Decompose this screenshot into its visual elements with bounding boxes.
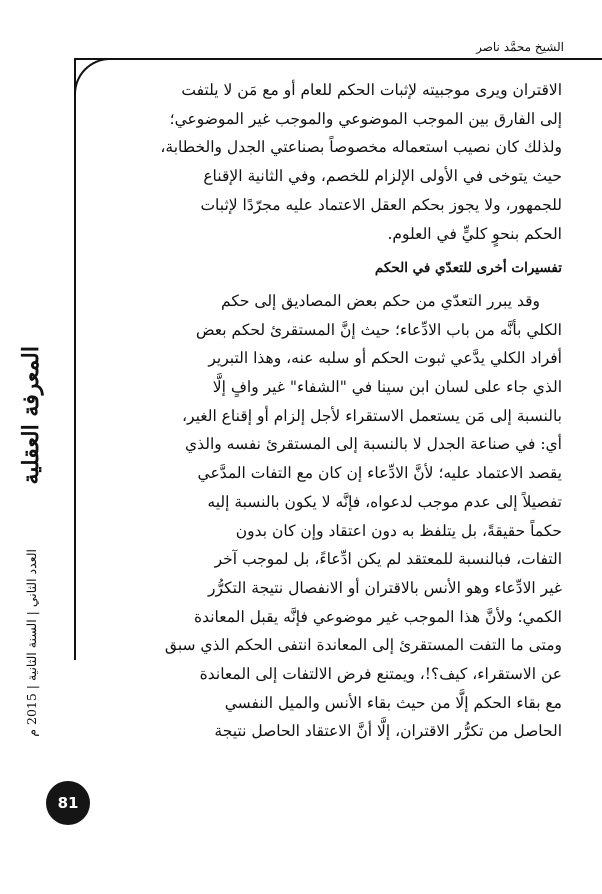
text-line: للجمهور، ولا يجوز بحكم العقل الاعتماد عليه مجرّدًا لإثبات bbox=[200, 195, 562, 214]
text-line: الذي جاء على لسان ابن سينا في "الشفاء" غير وافٍ إلَّا bbox=[212, 378, 562, 397]
text-line: الحكم بنحوٍ كليٍّ في العلوم. bbox=[387, 224, 562, 243]
text-line: حيث يتوخى في الأولى الإلزام للخصم، وفي الثانية الإقناع bbox=[203, 167, 562, 186]
text-line: غير الادِّعاء وهو الأنس بالاقتران أو الانفصال نتيجة التكرُّر bbox=[208, 578, 562, 597]
text-line: الكمي؛ ولأنَّ هذا الموجب غير موضوعي فإنَّه يقبل المعاندة bbox=[193, 607, 562, 626]
text-line: ولذلك كان نصيب استعماله مخصوصاً بصناعتي الجدل والخطابة، bbox=[160, 138, 562, 157]
text-line: يقصد الاعتماد عليه؛ لأنَّ الادِّعاء إن كان مع التفات المدَّعي bbox=[197, 464, 562, 483]
running-header-author: الشيخ محمَّد ناصر bbox=[476, 40, 564, 54]
section-heading: تفسيرات أخرى للتعدّي في الحكم bbox=[374, 260, 562, 277]
journal-logo bbox=[6, 325, 56, 505]
paragraph-2 bbox=[108, 287, 562, 746]
paragraph-1 bbox=[108, 76, 562, 248]
text-line: ومتى ما التفت المستقرئ إلى المعاندة انتفى الحكم الذي سبق bbox=[164, 636, 562, 655]
frame-left-rule bbox=[74, 58, 76, 660]
text-line: الحاصل من تكرُّر الاقتران، إلَّا أنَّ الاعتقاد الحاصل نتيجة bbox=[214, 722, 562, 741]
text-line: حكماً حقيقةً، بل يتلفظ به دون اعتقاد وإن كان بدون bbox=[235, 521, 562, 540]
frame-top-rule bbox=[74, 58, 602, 60]
text-line: مع بقاء الحكم إلَّا من حيث بقاء الأنس والميل النفسي bbox=[224, 693, 562, 712]
page-number-badge bbox=[46, 781, 90, 825]
issue-info-text: العدد الثاني | السنة الثانية | 2015 م bbox=[23, 548, 39, 737]
text-line: وقد يبرر التعدّي من حكم بعض المصاديق إلى حكم bbox=[221, 291, 540, 310]
text-line: الاقتران ويرى موجبيته لإثبات الحكم للعام أو مع مَن لا يلتفت bbox=[181, 81, 562, 99]
page-number: 81 bbox=[57, 794, 79, 812]
text-line: إلى الفارق بين الموجب الموضوعي والموجب غير الموضوعي؛ bbox=[169, 109, 562, 128]
text-line: عن الاستقراء، كيف؟!، ويمتنع فرض الالتفات إلى المعاندة bbox=[199, 665, 562, 684]
text-line: بالنسبة إلى مَن يستعمل الاستقراء لأجل إلزام أو إقناع الغير، bbox=[182, 406, 562, 425]
text-line: التفات، فبالنسبة للمعتقد لم يكن ادِّعاءً، بل لموجب آخر bbox=[214, 550, 562, 569]
text-line: الكلي بأنَّه من باب الادِّعاء؛ حيث إنَّ المستقرئ لحكم بعض bbox=[195, 320, 562, 339]
text-line: أي: في صناعة الجدل لا بالنسبة إلى المستقرئ نفسه والذي bbox=[184, 435, 562, 454]
journal-logo-text: المعرفة العقلية bbox=[18, 345, 44, 485]
text-line: أفراد الكلي يدَّعي ثبوت الحكم أو سلبه عنه، وهذا التبرير bbox=[208, 349, 562, 368]
main-text bbox=[108, 76, 562, 746]
text-line: تفصيلاً إلى عدم موجب لدعواه، فإنَّه لا يكون بالنسبة إليه bbox=[207, 492, 562, 511]
issue-info bbox=[16, 520, 46, 765]
